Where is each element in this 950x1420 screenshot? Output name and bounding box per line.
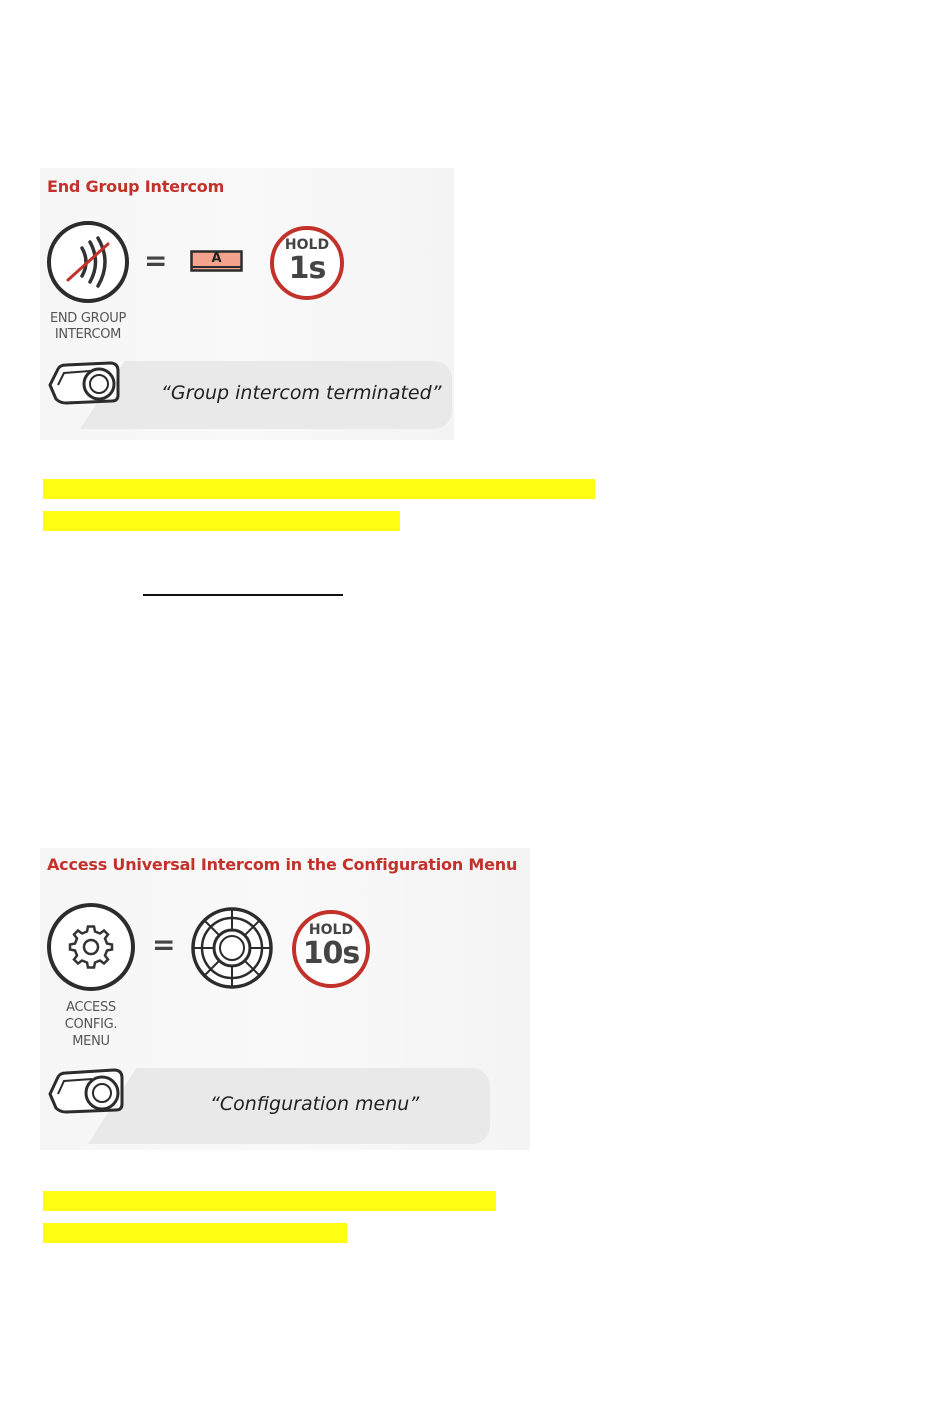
hold-label: HOLD [308, 922, 354, 938]
headset-icon [44, 1066, 132, 1116]
end-group-intercom-icon [46, 220, 130, 304]
caption-line: ACCESS [66, 1000, 116, 1015]
equals-sign: = [144, 244, 168, 277]
a-button [190, 250, 243, 272]
highlighted-text-bar [43, 1223, 347, 1243]
jog-dial-icon [190, 906, 274, 990]
headset-icon [44, 359, 128, 407]
equals-sign: = [152, 928, 176, 961]
hold-value: 1s [288, 251, 326, 286]
highlighted-text-bar [43, 511, 400, 531]
section-title: Access Universal Intercom in the Configuration Menu [47, 855, 518, 874]
hold-badge [290, 908, 372, 990]
voice-prompt-text: “Configuration menu” [210, 1093, 420, 1115]
caption-line: INTERCOM [54, 327, 122, 342]
button-label: A [211, 251, 222, 266]
hold-badge [268, 224, 346, 302]
hold-value: 10s [302, 936, 360, 971]
highlighted-text-bar [43, 1191, 496, 1211]
voice-prompt-text: “Group intercom terminated” [161, 382, 442, 404]
icon-caption [36, 999, 146, 1050]
caption-line: MENU [72, 1034, 110, 1049]
caption-line: END GROUP [49, 311, 127, 326]
highlighted-text-bar [43, 479, 595, 499]
gear-icon [46, 902, 136, 992]
caption-line: CONFIG. [64, 1017, 118, 1032]
underline-rule [143, 594, 343, 596]
icon-caption [36, 311, 140, 343]
section-title: End Group Intercom [47, 177, 225, 196]
hold-label: HOLD [284, 237, 330, 253]
